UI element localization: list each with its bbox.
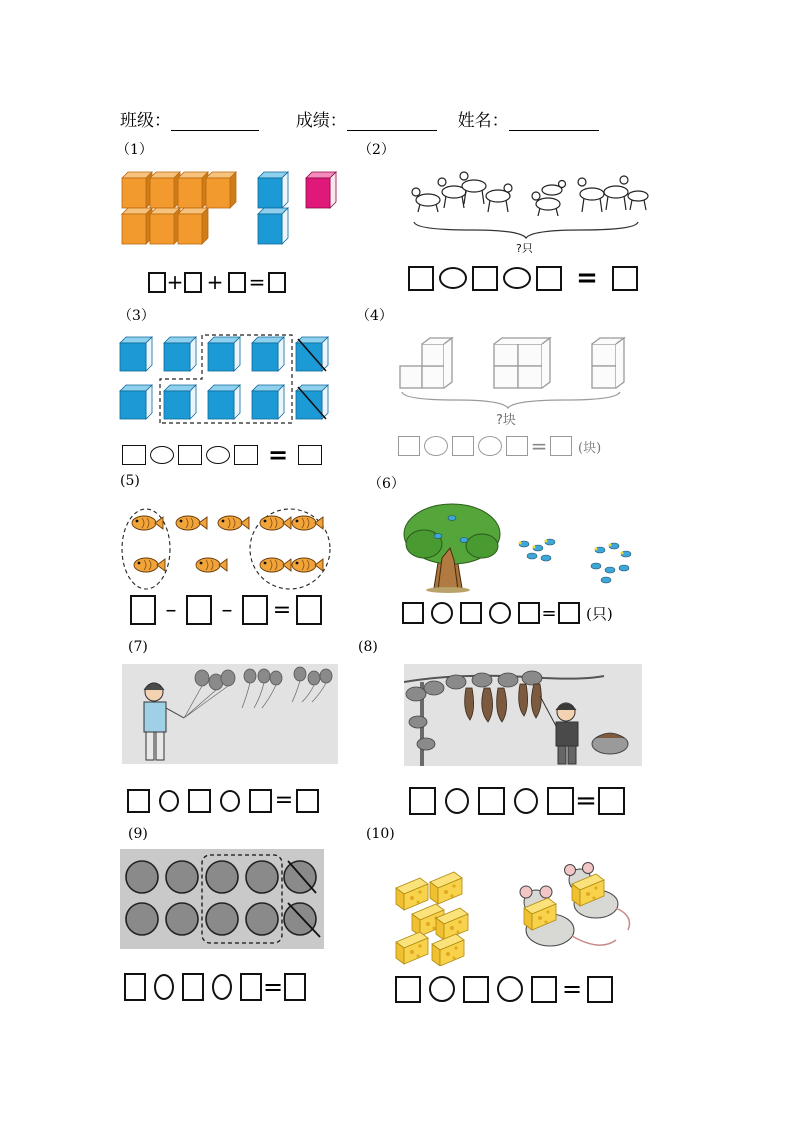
equals-sign: = [575, 786, 597, 816]
class-blank[interactable] [171, 112, 259, 131]
problem-4-equation [398, 434, 601, 458]
problem-3-label: （3） [118, 308, 155, 324]
operator-circle[interactable] [489, 602, 511, 624]
answer-box[interactable] [228, 272, 246, 293]
operator-circle[interactable] [503, 267, 531, 289]
operator-circle[interactable] [159, 790, 179, 812]
answer-box[interactable] [298, 445, 322, 465]
operator: + [166, 270, 184, 294]
operator: + [206, 270, 224, 294]
answer-box[interactable] [249, 789, 272, 813]
answer-box[interactable] [234, 445, 258, 465]
operator-circle[interactable] [424, 436, 448, 456]
problem-5-label: (5) [120, 473, 140, 489]
answer-box[interactable] [148, 272, 166, 293]
counters [126, 861, 316, 935]
answer-box[interactable] [452, 436, 474, 456]
operator-circle[interactable] [514, 788, 538, 814]
answer-box[interactable] [409, 787, 436, 815]
operator-circle[interactable] [431, 602, 453, 624]
class-label: 班级： [120, 111, 171, 131]
problem-6-tree-birds-picture [400, 500, 640, 594]
problem-2-caption: ?只 [516, 242, 533, 255]
answer-box[interactable] [240, 973, 262, 1001]
answer-box[interactable] [531, 976, 557, 1003]
answer-box[interactable] [518, 602, 540, 624]
balloons [195, 667, 332, 690]
boy [144, 683, 184, 760]
worksheet-header [120, 106, 599, 131]
problem-3-cubes-picture [118, 333, 334, 425]
problem-8-harvest-picture [404, 664, 642, 766]
problem-8-equation [409, 786, 625, 816]
problem-10-equation [395, 975, 613, 1003]
problem-7-balloons-picture [122, 664, 338, 764]
answer-box[interactable] [402, 602, 424, 624]
equals-sign: = [262, 973, 284, 1001]
problem-4-blocks-picture [396, 334, 636, 430]
operator-circle[interactable] [154, 974, 174, 1000]
deer-group-right [532, 176, 648, 216]
brace [414, 222, 638, 238]
name-blank[interactable] [509, 112, 599, 131]
magenta-cube [306, 172, 336, 208]
boy [540, 696, 578, 764]
problem-2-label: （2） [358, 142, 395, 158]
answer-box[interactable] [124, 973, 146, 1001]
problem-8-label: (8) [358, 639, 378, 655]
unit-label: (只) [586, 604, 613, 623]
answer-box[interactable] [550, 436, 572, 456]
answer-box[interactable] [178, 445, 202, 465]
answer-box[interactable] [127, 789, 150, 813]
equals-sign: = [274, 788, 294, 813]
cheese-pieces [396, 872, 468, 966]
problem-9-label: (9) [128, 826, 148, 842]
problem-1-cubes-picture [118, 168, 343, 248]
answer-box[interactable] [296, 789, 319, 813]
equals-sign: = [267, 441, 289, 469]
operator-circle[interactable] [445, 788, 469, 814]
answer-box[interactable] [478, 787, 505, 815]
answer-box[interactable] [612, 266, 638, 291]
orange-cube [150, 208, 180, 244]
answer-box[interactable] [182, 973, 204, 1001]
operator-circle[interactable] [439, 267, 467, 289]
answer-box[interactable] [558, 602, 580, 624]
problem-6-label: （6） [368, 476, 405, 492]
operator: – [221, 597, 233, 623]
unit-label: (块) [578, 440, 602, 456]
answer-box[interactable] [506, 436, 528, 456]
equals-sign: = [561, 975, 583, 1003]
operator: = [272, 597, 292, 623]
equals-sign: = [576, 263, 598, 293]
problem-5-fish-picture [118, 503, 338, 591]
orange-cube [122, 172, 152, 208]
vegetables [465, 684, 542, 722]
brace [402, 392, 620, 408]
answer-box[interactable] [463, 976, 489, 1003]
deer-group-left [412, 172, 512, 212]
answer-box[interactable] [395, 976, 421, 1003]
answer-box[interactable] [122, 445, 146, 465]
operator-circle[interactable] [429, 976, 455, 1002]
problem-3-equation [122, 441, 322, 469]
answer-box[interactable] [296, 595, 322, 625]
blue-cube [258, 172, 288, 208]
operator: – [165, 597, 177, 623]
answer-box[interactable] [408, 266, 434, 291]
answer-box[interactable] [186, 595, 212, 625]
name-label: 姓名： [457, 111, 509, 131]
basket [592, 733, 628, 754]
problem-7-equation [127, 788, 319, 813]
problem-5-equation [130, 595, 322, 625]
score-label: 成绩： [295, 111, 347, 131]
problem-2-equation [408, 263, 638, 293]
answer-box[interactable] [268, 272, 286, 293]
answer-box[interactable] [460, 602, 482, 624]
answer-box[interactable] [188, 789, 211, 813]
blue-cube [258, 208, 288, 244]
problem-2-deer-picture [402, 164, 657, 258]
problem-10-cheese-mice-picture [390, 856, 640, 966]
orange-cube [122, 208, 152, 244]
operator-circle[interactable] [212, 974, 232, 1000]
orange-cube [178, 208, 208, 244]
equals-sign: = [530, 434, 548, 458]
score-blank[interactable] [347, 112, 437, 131]
problem-4-label: （4） [356, 308, 393, 324]
operator: = [248, 270, 266, 294]
orange-cube [178, 172, 208, 208]
answer-box[interactable] [472, 266, 498, 291]
answer-box[interactable] [398, 436, 420, 456]
answer-box[interactable] [547, 787, 574, 815]
orange-cube [150, 172, 180, 208]
operator-circle[interactable] [150, 446, 174, 464]
answer-box[interactable] [242, 595, 268, 625]
problem-10-label: (10) [366, 826, 395, 842]
answer-box[interactable] [536, 266, 562, 291]
problem-1-label: （1） [116, 142, 153, 158]
answer-box[interactable] [130, 595, 156, 625]
operator-circle[interactable] [206, 446, 230, 464]
problem-9-equation [124, 973, 306, 1001]
equals-sign: = [541, 602, 557, 624]
problem-4-caption: ?块 [496, 413, 516, 428]
problem-7-label: (7) [128, 639, 148, 655]
problem-9-circles-picture [120, 849, 324, 949]
problem-6-equation [402, 602, 613, 624]
answer-box[interactable] [284, 973, 306, 1001]
operator-circle[interactable] [497, 976, 523, 1002]
answer-box[interactable] [598, 787, 625, 815]
answer-box[interactable] [587, 976, 613, 1003]
operator-circle[interactable] [220, 790, 240, 812]
answer-box[interactable] [184, 272, 202, 293]
operator-circle[interactable] [478, 436, 502, 456]
orange-cube [206, 172, 236, 208]
problem-1-equation [148, 270, 286, 294]
